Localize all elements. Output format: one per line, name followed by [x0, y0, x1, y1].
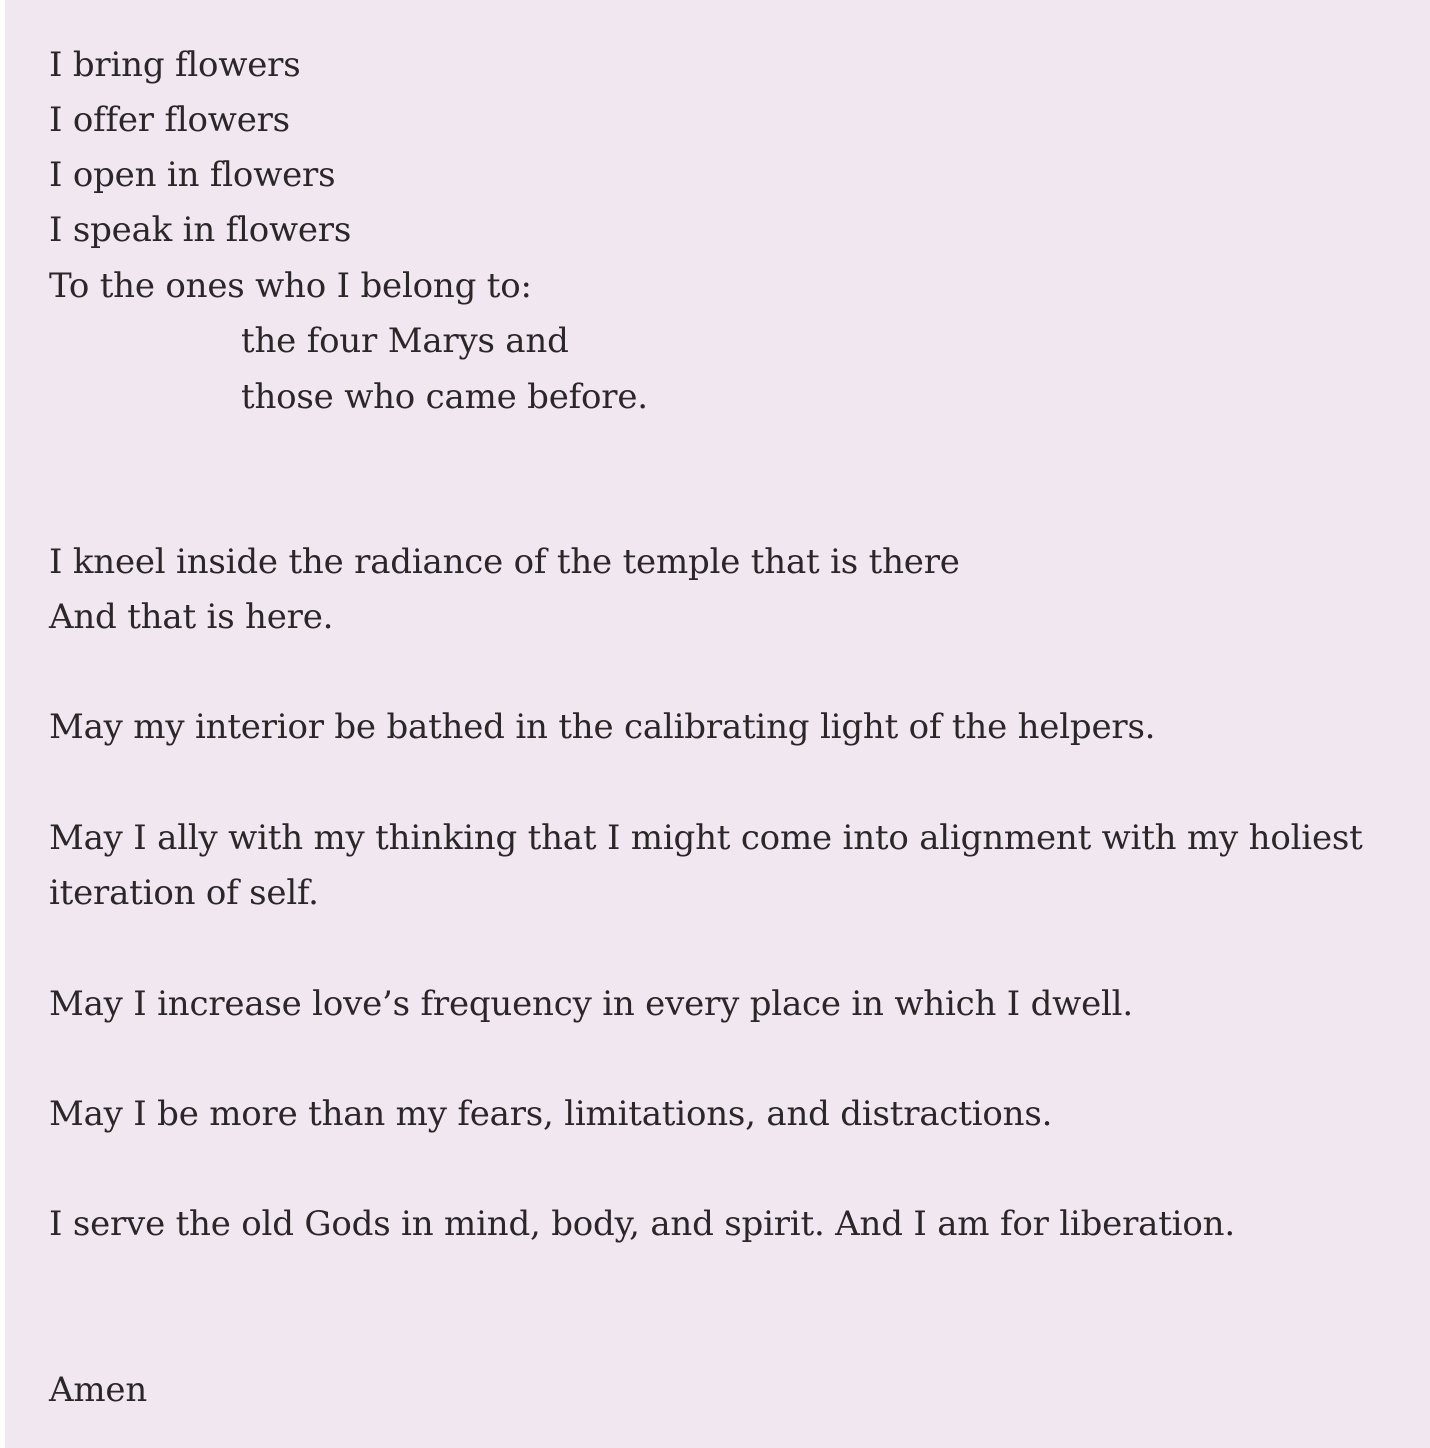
poem-closing: Amen	[49, 1370, 148, 1410]
poem-line: And that is here.	[49, 597, 334, 637]
poem-line: May I be more than my fears, limitations, and distractions.	[49, 1094, 1053, 1134]
poem-line: I speak in flowers	[49, 210, 352, 250]
poem-line-indented: those who came before.	[241, 377, 648, 417]
poem-line: May I ally with my thinking that I might come into alignment with my holiest	[49, 818, 1363, 858]
poem-page	[5, 0, 1430, 1448]
poem-line: To the ones who I belong to:	[49, 266, 532, 306]
poem-line: I open in flowers	[49, 155, 336, 195]
poem-line: I offer flowers	[49, 100, 290, 140]
poem-line: I serve the old Gods in mind, body, and spirit. And I am for liberation.	[49, 1204, 1235, 1244]
poem-line-indented: the four Marys and	[241, 321, 569, 361]
poem-line: May I increase love’s frequency in every place in which I dwell.	[49, 984, 1133, 1024]
poem-line: I bring flowers	[49, 45, 301, 85]
poem-line: iteration of self.	[49, 873, 319, 913]
poem-line: May my interior be bathed in the calibrating light of the helpers.	[49, 707, 1156, 747]
poem-line: I kneel inside the radiance of the temple that is there	[49, 542, 960, 582]
